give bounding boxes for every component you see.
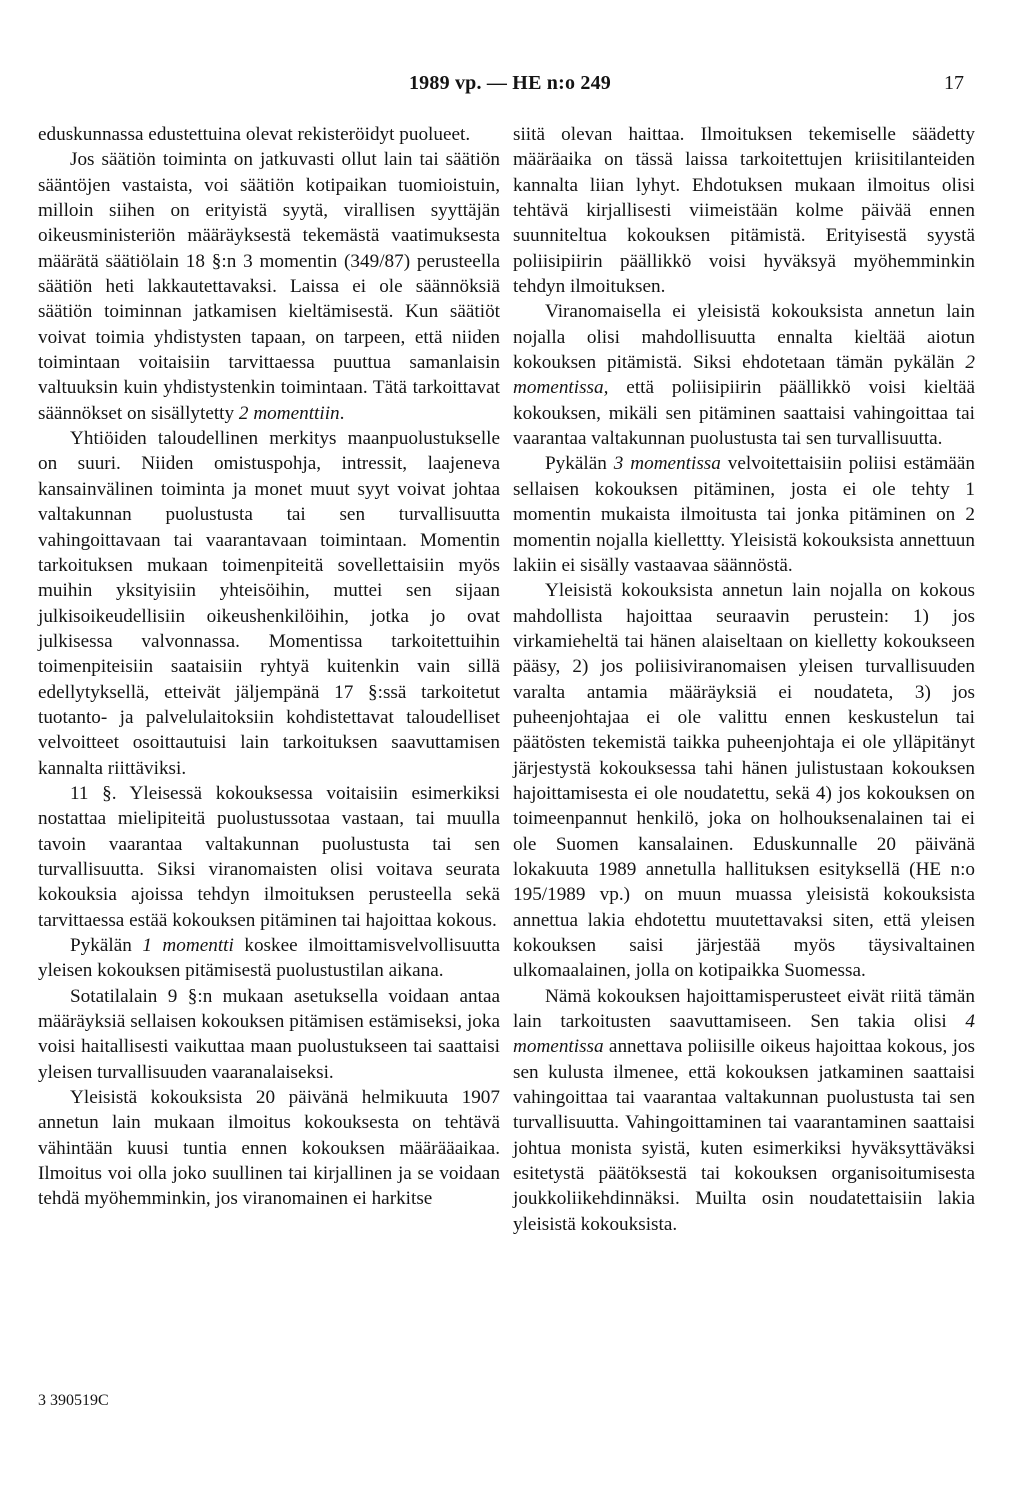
running-head: 1989 vp. — HE n:o 249 (408, 72, 611, 94)
paragraph: Sotatilalain 9 §:n mukaan asetuksella voidaan antaa määräyksiä sellaisen kokouksen pitämisen estämiseksi, joka voisi haitallisesti vaikuttaa maan puolustukseen tai saattaisi yleisen turvallisuuden vaaranalaiseksi. (38, 985, 500, 1083)
print-code: 3 390519C (38, 1392, 109, 1409)
paragraph: 11 §. Yleisessä kokouksessa voitaisiin esimerkiksi nostattaa mielipiteitä puolustussotaa vastaan, tai muulla tavoin vaarantaa valtakunnan puolustusta tai sen turvallisuutta. Siksi viranomaisten olisi voitava seurata kokouksia ajoissa tehdyn ilmoituksen perusteella sekä tarvittaessa estää kokouksen pitäminen tai hajoittaa kokous. (38, 782, 500, 931)
page-number: 17 (944, 72, 964, 94)
paragraph: Pykälän 1 momentti koskee ilmoittamisvelvollisuutta yleisen kokouksen pitämisestä puolustustilan aikana. (38, 935, 500, 982)
page-header (0, 72, 1024, 102)
left-column (38, 122, 500, 1212)
paragraph: Viranomaisella ei yleisistä kokouksista annetun lain nojalla olisi mahdollisuutta ennalta kieltää aiotun kokouksen pitämistä. Siksi ehdotetaan tämän pykälän 2 momentissa, että poliisipiirin päällikkö voisi kieltää kokouksen, mikäli sen pitäminen saattaisi vahingoittaa tai vaarantaa valtakunnan puolustusta tai sen turvallisuutta. (513, 301, 975, 450)
paragraph: Yhtiöiden taloudellinen merkitys maanpuolustukselle on suuri. Niiden omistuspohja, intressit, laajeneva kansainvälinen toiminta ja monet muut syyt voivat johtaa valtakunnan puolustusta tai sen turvallisuutta vahingoittavaan tai vaarantavaan toimintaan. Momentin tarkoituksen mukaan toimenpiteitä sovellettaisiin myös muihin yksityisiin yhteisöihin, muttei sen sijaan julkisoikeudellisiin oikeushenkilöihin, jotka jo ovat julkisessa valvonnassa. Momentissa tarkoitettuihin toimenpiteisiin saataisiin ryhtyä kuitenkin vain sillä edellytyksellä, etteivät jäljempänä 17 §:ssä tarkoitetut tuotanto- ja palvelulaitoksiin kohdistettavat taloudelliset velvoitteet osoittautuisi lain tarkoituksen saavuttamisen kannalta riittäviksi. (38, 428, 500, 779)
paragraph: Yleisistä kokouksista 20 päivänä helmikuuta 1907 annetun lain mukaan ilmoitus kokouksesta on tehtävä vähintään kuusi tuntia ennen kokouksen määrääaikaa. Ilmoitus voi olla joko suullinen tai kirjallinen ja se voidaan tehdä myöhemminkin, jos viranomainen ei harkitse (38, 1087, 500, 1210)
paragraph: eduskunnassa edustettuina olevat rekisteröidyt puolueet. (38, 124, 471, 145)
right-column (513, 122, 975, 1237)
paragraph: Pykälän 3 momentissa velvoitettaisiin poliisi estämään sellaisen kokouksen pitäminen, josta ei ole tehty 1 momentin mukaista ilmoitusta tai jonka pitäminen on 2 momentin nojalla kiellettty. Yleisistä kokouksista annettuun lakiin ei sisälly vastaavaa säännöstä. (513, 453, 975, 576)
paragraph: Yleisistä kokouksista annetun lain nojalla on kokous mahdollista hajoittaa seuraavin perustein: 1) jos virkamieheltä tai hänen alaiseltaan on kielletty kokoukseen pääsy, 2) jos poliisiviranomaisen yleisen turvallisuuden varalta antamia määräyksiä ei noudateta, 3) jos puheenjohtajaa ei ole valittu ennen keskustelun tai päätösten tekemistä taikka puheenjohtaja ei ole ylläpitänyt järjestystä kokouksessa tahi hänen julistustaan kokouksen hajoittamisesta ei ole noudatettu, sekä 4) jos kokouksen on toimeenpannut henkilö, joka on holhouksenalainen tai ei ole Suomen kansalainen. Eduskunnalle 20 päivänä lokakuuta 1989 annetulla hallituksen esityksellä (HE n:o 195/1989 vp.) on muun muassa yleisistä kokouksista annettua lakia ehdotettu muutettavaksi siten, että yleisen kokouksen saisi järjestää myös täysivaltainen ulkomaalainen, jolla on kotipaikka Suomessa. (513, 580, 975, 982)
paragraph: siitä olevan haittaa. Ilmoituksen tekemiselle säädetty määräaika on tässä laissa tarkoitettujen kriisitilanteiden kannalta liian lyhyt. Ehdotuksen mukaan ilmoitus olisi tehtävä kirjallisesti viimeistään kolme päivää ennen suunniteltua kokouksen pitämistä. Erityisestä syystä poliisipiirin päällikkö voisi hyväksyä myöhemminkin tehdyn ilmoituksen. (513, 124, 975, 298)
paragraph: Jos säätiön toiminta on jatkuvasti ollut lain tai säätiön sääntöjen vastaista, voi säätiön kotipaikan tuomioistuin, milloin siihen on erityistä syytä, virallisen syyttäjän oikeusministeriön määräyksestä tekemästä vaatimuksesta määrätä säätiölain 18 §:n 3 momentin (349/87) perusteella säätiön heti lakkautettavaksi. Laissa ei ole säännöksiä säätiön toiminnan jatkamisen kieltämisestä. Kun säätiöt voivat toimia yhdistysten tapaan, on tarpeen, että niiden toimintaan voitaisiin tarvittaessa puuttua samanlaisin valtuuksin kuin yhdistystenkin toimintaan. Tätä tarkoittavat säännökset on sisällytetty 2 momenttiin. (38, 149, 500, 424)
paragraph: Nämä kokouksen hajoittamisperusteet eivät riitä tämän lain tarkoitusten saavuttamiseen. Sen takia olisi 4 momentissa annettava poliisille oikeus hajoittaa kokous, jos sen kulusta ilmenee, että kokouksen jatkaminen saattaisi vahingoittaa tai vaarantaa valtakunnan puolustusta tai sen turvallisuutta. Vahingoittaminen tai vaarantaminen saattaisi johtua monista syistä, kuten esimerkiksi hyväksyttäväksi esitetystä päätöksestä tai kokouksen organisoitumisesta joukkoliikehdinnäksi. Muilta osin noudatettaisiin lakia yleisistä kokouksista. (513, 985, 975, 1235)
